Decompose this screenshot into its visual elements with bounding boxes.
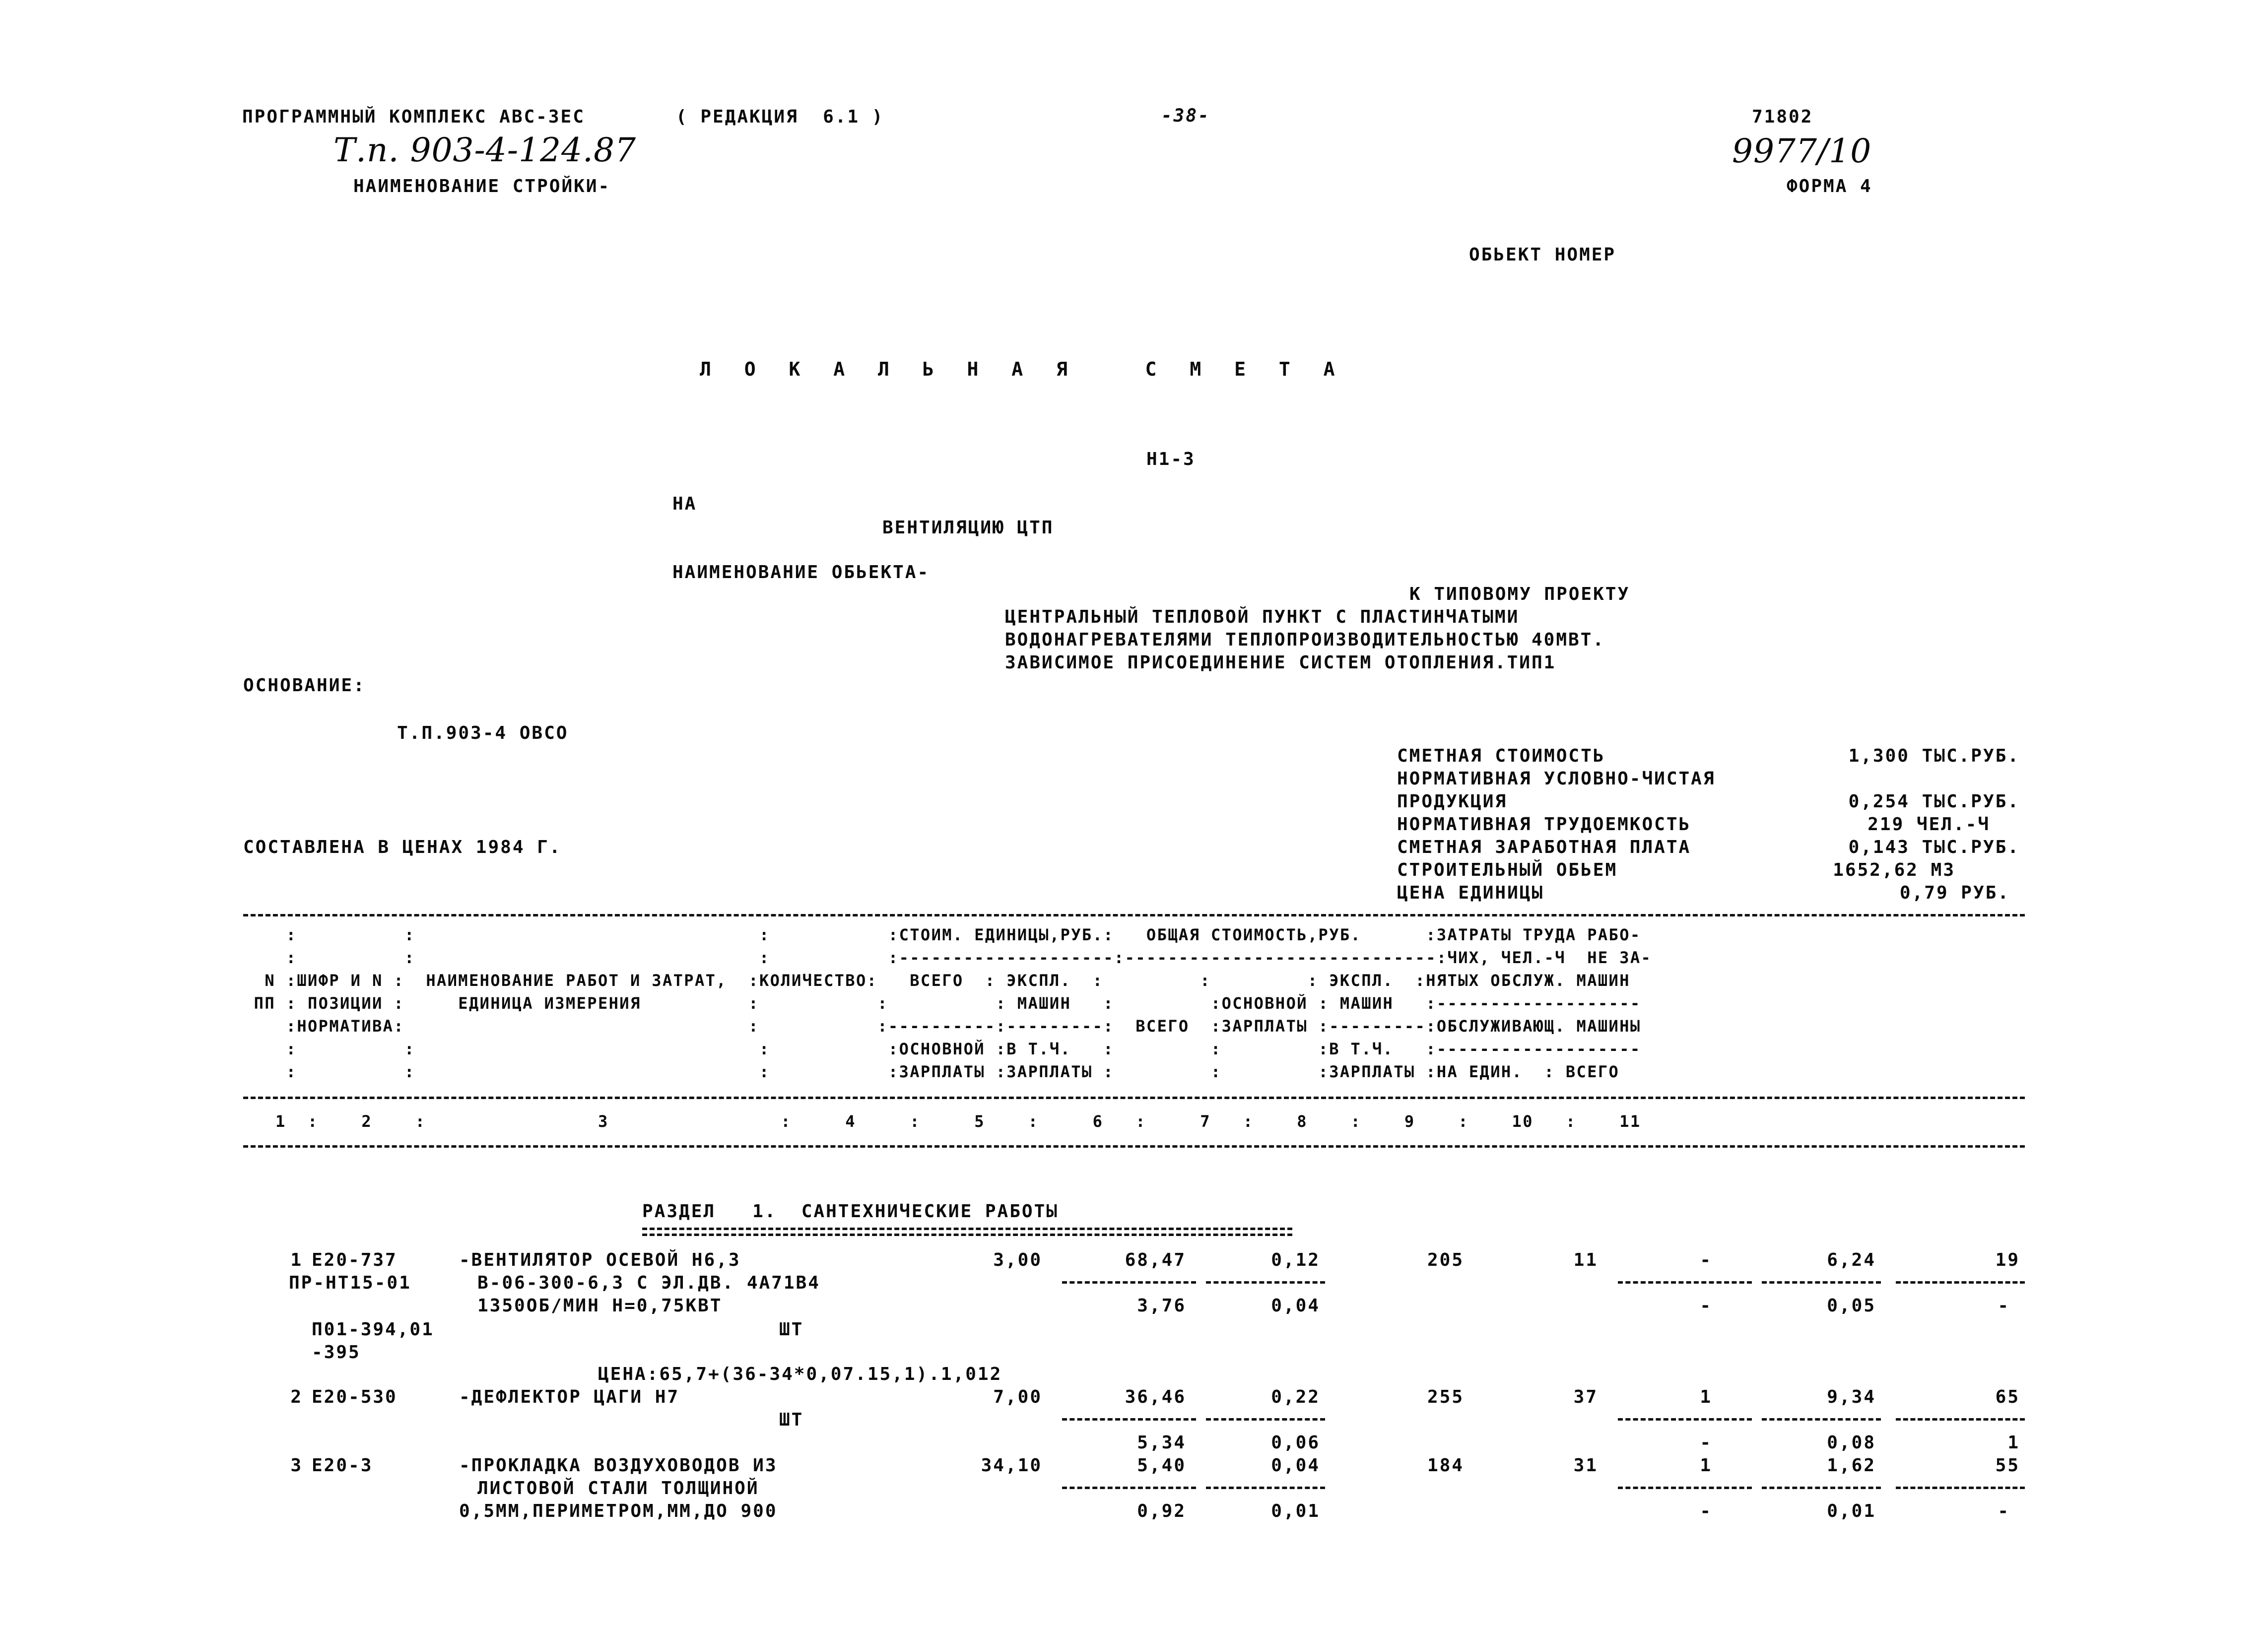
construction-label: НАИМЕНОВАНИЕ СТРОЙКИ- <box>353 176 611 196</box>
row-number: 1 <box>290 1250 303 1270</box>
row-price-note: ЦЕНА:65,7+(36-34*0,07.15,1).1,012 <box>598 1364 1002 1384</box>
row-unit-wage: 3,76 <box>1137 1296 1186 1316</box>
header-line: : : : :--------------------:-----------------------------:ЧИХ, ЧЕЛ.-Ч НЕ ЗА- <box>243 948 1652 967</box>
row-service-unit: 0,05 <box>1827 1296 1876 1316</box>
summary-label: ПРОДУКЦИЯ <box>1397 791 1508 812</box>
sub-rule <box>1206 1281 1325 1284</box>
header-line: ПП : ПОЗИЦИИ : ЕДИНИЦА ИЗМЕРЕНИЯ : : : МАШИН : :ОСНОВНОЙ : МАШИН :------------------- <box>243 994 1641 1013</box>
row-unit-wage: 5,34 <box>1137 1433 1186 1453</box>
row-labor-total: 19 <box>1995 1250 2020 1270</box>
row-service-unit: 0,08 <box>1827 1433 1876 1453</box>
object-line: ЗАВИСИМОЕ ПРИСОЕДИНЕНИЕ СИСТЕМ ОТОПЛЕНИЯ.ТИП1 <box>1005 652 1556 673</box>
column-numbers-rule <box>243 1145 2025 1148</box>
row-quantity: 7,00 <box>993 1387 1042 1407</box>
summary-label: ЦЕНА ЕДИНИЦЫ <box>1397 883 1544 903</box>
summary-value: 0,79 РУБ. <box>1899 883 2010 903</box>
row-unit-machines: 0,22 <box>1271 1387 1320 1407</box>
row-code: Е20-737 <box>312 1250 398 1270</box>
summary-label: НОРМАТИВНАЯ ТРУДОЕМКОСТЬ <box>1397 814 1691 835</box>
row-quantity: 3,00 <box>993 1250 1042 1270</box>
row-number: 3 <box>290 1455 303 1476</box>
row-unit-machine-wage: 0,06 <box>1271 1433 1320 1453</box>
summary-label: НОРМАТИВНАЯ УСЛОВНО-ЧИСТАЯ <box>1397 769 1716 789</box>
row-unit-machines: 0,12 <box>1271 1250 1320 1270</box>
sub-rule <box>1062 1487 1196 1489</box>
object-line: К ТИПОВОМУ ПРОЕКТУ <box>1409 584 1630 604</box>
row-code-2: ПР-НТ15-01 <box>289 1273 411 1293</box>
row-name: -ДЕФЛЕКТОР ЦАГИ Н7 <box>459 1387 680 1407</box>
summary-value: 0,143 ТЫС.РУБ. <box>1848 837 2020 857</box>
row-unit-machines: 0,04 <box>1271 1455 1320 1476</box>
summary-label: СМЕТНАЯ СТОИМОСТЬ <box>1397 746 1605 766</box>
row-machines: 1 <box>1700 1387 1712 1407</box>
row-number: 2 <box>290 1387 303 1407</box>
document-title: Л О К А Л Ь Н А Я С М Е Т А <box>700 358 1346 380</box>
sub-rule <box>1062 1281 1196 1284</box>
sub-rule <box>1896 1281 2025 1284</box>
project-number-handwritten: Т.п. 903-4-124.87 <box>334 131 636 169</box>
row-name: -ПРОКЛАДКА ВОЗДУХОВОДОВ ИЗ <box>459 1455 778 1476</box>
section-underline-2 <box>642 1234 1292 1236</box>
sub-rule <box>1762 1487 1881 1489</box>
row-machine-wage: - <box>1700 1501 1712 1521</box>
summary-value: 1652,62 М3 <box>1833 860 1955 880</box>
table-top-rule <box>243 914 2025 916</box>
summary-value: 1,300 ТЫС.РУБ. <box>1848 746 2020 766</box>
header-line: N :ШИФР И N : НАИМЕНОВАНИЕ РАБОТ И ЗАТРАТ, :КОЛИЧЕСТВО: ВСЕГО : ЭКСПЛ. : : : ЭКСПЛ. :НЯТЫХ ОБСЛУЖ. МАШИН <box>243 971 1630 990</box>
header-line: : : : :ОСНОВНОЙ :В Т.Ч. : : :В Т.Ч. :------------------- <box>243 1040 1641 1058</box>
row-name: В-06-300-6,3 С ЭЛ.ДВ. 4А71В4 <box>477 1273 820 1293</box>
row-unit-wage: 0,92 <box>1137 1501 1186 1521</box>
row-code: Е20-3 <box>312 1455 373 1476</box>
page-number: -38- <box>1161 106 1210 126</box>
row-name: 0,5ММ,ПЕРИМЕТРОМ,ММ,ДО 900 <box>459 1501 778 1521</box>
summary-value: 0,254 ТЫС.РУБ. <box>1848 791 2020 812</box>
object-line: ЦЕНТРАЛЬНЫЙ ТЕПЛОВОЙ ПУНКТ С ПЛАСТИНЧАТЫМИ <box>1005 607 1520 627</box>
document-number-handwritten: 9977/10 <box>1732 132 1872 170</box>
row-labor-total: 65 <box>1995 1387 2020 1407</box>
row-unit-machine-wage: 0,01 <box>1271 1501 1320 1521</box>
form-label: ФОРМА 4 <box>1787 176 1872 196</box>
header-line: : : : :СТОИМ. ЕДИНИЦЫ,РУБ.: ОБЩАЯ СТОИМОСТЬ,РУБ. :ЗАТРАТЫ ТРУДА РАБО- <box>243 925 1641 944</box>
row-base-wage: 31 <box>1573 1455 1598 1476</box>
sub-rule <box>1762 1281 1881 1284</box>
prices-note: СОСТАВЛЕНА В ЦЕНАХ 1984 Г. <box>243 837 562 857</box>
row-extra-code: -395 <box>312 1342 361 1363</box>
row-service-total: - <box>1998 1296 2010 1316</box>
for-label: НА <box>672 494 697 514</box>
row-quantity: 34,10 <box>981 1455 1042 1476</box>
row-unit-total: 5,40 <box>1137 1455 1186 1476</box>
row-unit-total: 68,47 <box>1125 1250 1186 1270</box>
row-machine-wage: - <box>1700 1296 1712 1316</box>
sub-rule <box>1762 1418 1881 1421</box>
row-unit-machine-wage: 0,04 <box>1271 1296 1320 1316</box>
sub-rule <box>1206 1418 1325 1421</box>
object-number-label: ОБЬЕКТ НОМЕР <box>1469 245 1616 265</box>
row-machines: 1 <box>1700 1455 1712 1476</box>
section-title: РАЗДЕЛ 1. САНТЕХНИЧЕСКИЕ РАБОТЫ <box>642 1201 1059 1222</box>
header-line: :НОРМАТИВА: : :----------:---------: ВСЕГО :ЗАРПЛАТЫ :---------:ОБСЛУЖИВАЮЩ. МАШИНЫ <box>243 1017 1641 1036</box>
row-labor-total: 55 <box>1995 1455 2020 1476</box>
row-service-unit: 0,01 <box>1827 1501 1876 1521</box>
section-underline <box>642 1228 1292 1230</box>
summary-label: СТРОИТЕЛЬНЫЙ ОБЬЕМ <box>1397 860 1618 880</box>
row-total: 255 <box>1427 1387 1464 1407</box>
sub-rule <box>1896 1487 2025 1489</box>
column-numbers: 1 : 2 : 3 : 4 : 5 : 6 : 7 : 8 : 9 : 10 : 11 <box>243 1112 1641 1131</box>
summary-value: 219 ЧЕЛ.-Ч <box>1868 814 1990 835</box>
row-machine-wage: - <box>1700 1433 1712 1453</box>
basis-label: ОСНОВАНИЕ: <box>243 675 366 696</box>
sub-rule <box>1062 1418 1196 1421</box>
row-total: 184 <box>1427 1455 1464 1476</box>
row-name: ЛИСТОВОЙ СТАЛИ ТОЛЩИНОЙ <box>477 1478 759 1499</box>
document-code: 71802 <box>1752 107 1813 127</box>
row-extra-code: П01-394,01 <box>312 1319 434 1340</box>
sub-rule <box>1896 1418 2025 1421</box>
row-labor-unit: 9,34 <box>1827 1387 1876 1407</box>
row-labor-unit: 6,24 <box>1827 1250 1876 1270</box>
row-machines: - <box>1700 1250 1712 1270</box>
row-unit-total: 36,46 <box>1125 1387 1186 1407</box>
sub-rule <box>1618 1418 1752 1421</box>
sub-rule <box>1618 1281 1752 1284</box>
for-value: ВЕНТИЛЯЦИЮ ЦТП <box>882 518 1054 538</box>
row-base-wage: 37 <box>1573 1387 1598 1407</box>
object-line: ВОДОНАГРЕВАТЕЛЯМИ ТЕПЛОПРОИЗВОДИТЕЛЬНОСТЬЮ 40МВТ. <box>1005 630 1605 650</box>
row-labor-unit: 1,62 <box>1827 1455 1876 1476</box>
program-name: ПРОГРАММНЫЙ КОМПЛЕКС АВС-ЗЕС <box>242 107 585 127</box>
row-code: Е20-530 <box>312 1387 398 1407</box>
basis-value: Т.П.903-4 ОВСО <box>397 723 569 743</box>
row-unit: ШТ <box>779 1410 804 1430</box>
summary-label: СМЕТНАЯ ЗАРАБОТНАЯ ПЛАТА <box>1397 837 1691 857</box>
row-base-wage: 11 <box>1573 1250 1598 1270</box>
row-name: -ВЕНТИЛЯТОР ОСЕВОЙ Н6,3 <box>459 1250 741 1270</box>
edition: ( РЕДАКЦИЯ 6.1 ) <box>676 107 884 127</box>
row-service-total: 1 <box>2007 1433 2020 1453</box>
estimate-number: Н1-3 <box>1146 449 1196 469</box>
header-line: : : : :ЗАРПЛАТЫ :ЗАРПЛАТЫ : : :ЗАРПЛАТЫ :НА ЕДИН. : ВСЕГО <box>243 1062 1620 1081</box>
row-unit: ШТ <box>779 1319 804 1340</box>
sub-rule <box>1618 1487 1752 1489</box>
object-name-label: НАИМЕНОВАНИЕ ОБЬЕКТА- <box>672 562 930 583</box>
row-name: 1350ОБ/МИН Н=0,75КВТ <box>477 1296 723 1316</box>
row-total: 205 <box>1427 1250 1464 1270</box>
table-header-rule <box>243 1097 2025 1099</box>
sub-rule <box>1206 1487 1325 1489</box>
row-service-total: - <box>1998 1501 2010 1521</box>
